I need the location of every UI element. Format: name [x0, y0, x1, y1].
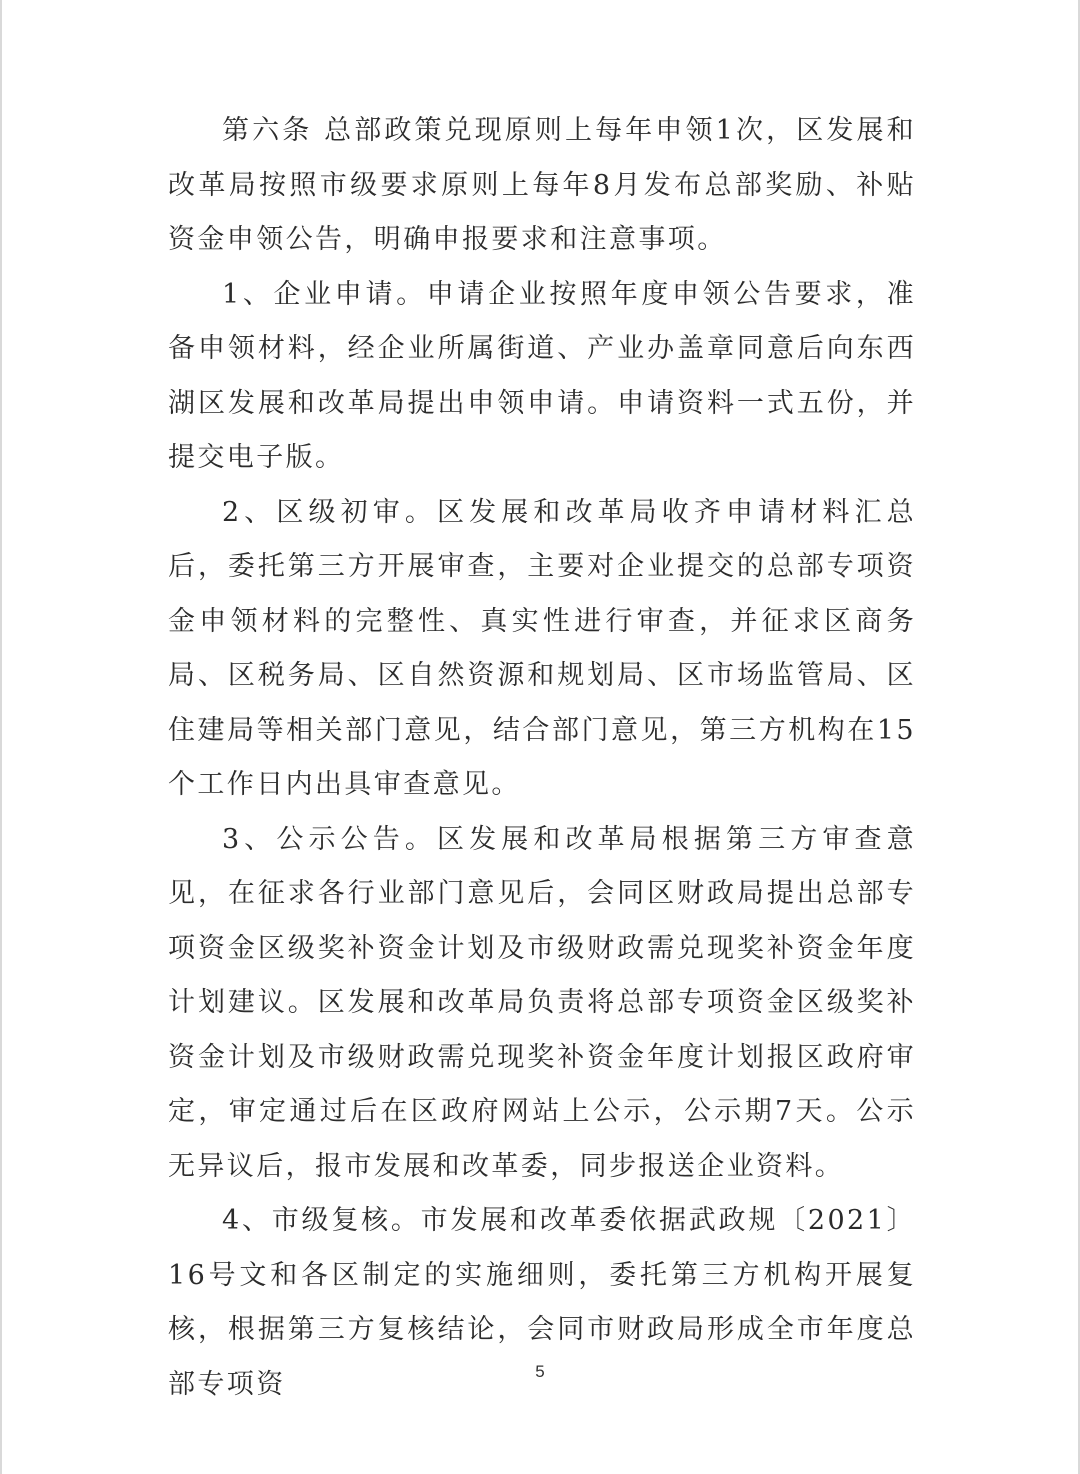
paragraph-article-six: 第六条 总部政策兑现原则上每年申领1次，区发展和改革局按照市级要求原则上每年8月发布总部奖励、补贴资金申领公告，明确申报要求和注意事项。: [168, 115, 916, 255]
paragraph-enterprise-application: 1、企业申请。申请企业按照年度申领公告要求，准备申领材料，经企业所属街道、产业办盖章同意后向东西湖区发展和改革局提出申领申请。申请资料一式五份，并提交电子版。: [168, 278, 916, 473]
paragraph-city-review: 4、市级复核。市发展和改革委依据武政规〔2021〕16号文和各区制定的实施细则，委托第三方机构开展复核，根据第三方复核结论，会同市财政局形成全市年度总部专项资: [168, 1205, 916, 1400]
paragraph-district-preliminary-review: 2、区级初审。区发展和改革局收齐申请材料汇总后，委托第三方开展审查，主要对企业提交的总部专项资金申领材料的完整性、真实性进行审查，并征求区商务局、区税务局、区自然资源和规划局、区市场监管局、区住建局等相关部门意见，结合部门意见，第三方机构在15个工作日内出具审查意见。: [168, 496, 916, 800]
document-body: [168, 104, 916, 1412]
paragraph-public-announcement: 3、公示公告。区发展和改革局根据第三方审查意见，在征求各行业部门意见后，会同区财政局提出总部专项资金区级奖补资金计划及市级财政需兑现奖补资金年度计划建议。区发展和改革局负责将总部专项资金区级奖补资金计划及市级财政需兑现奖补资金年度计划报区政府审定，审定通过后在区政府网站上公示，公示期7天。公示无异议后，报市发展和改革委，同步报送企业资料。: [168, 823, 916, 1182]
page-number: 5: [535, 1362, 545, 1381]
